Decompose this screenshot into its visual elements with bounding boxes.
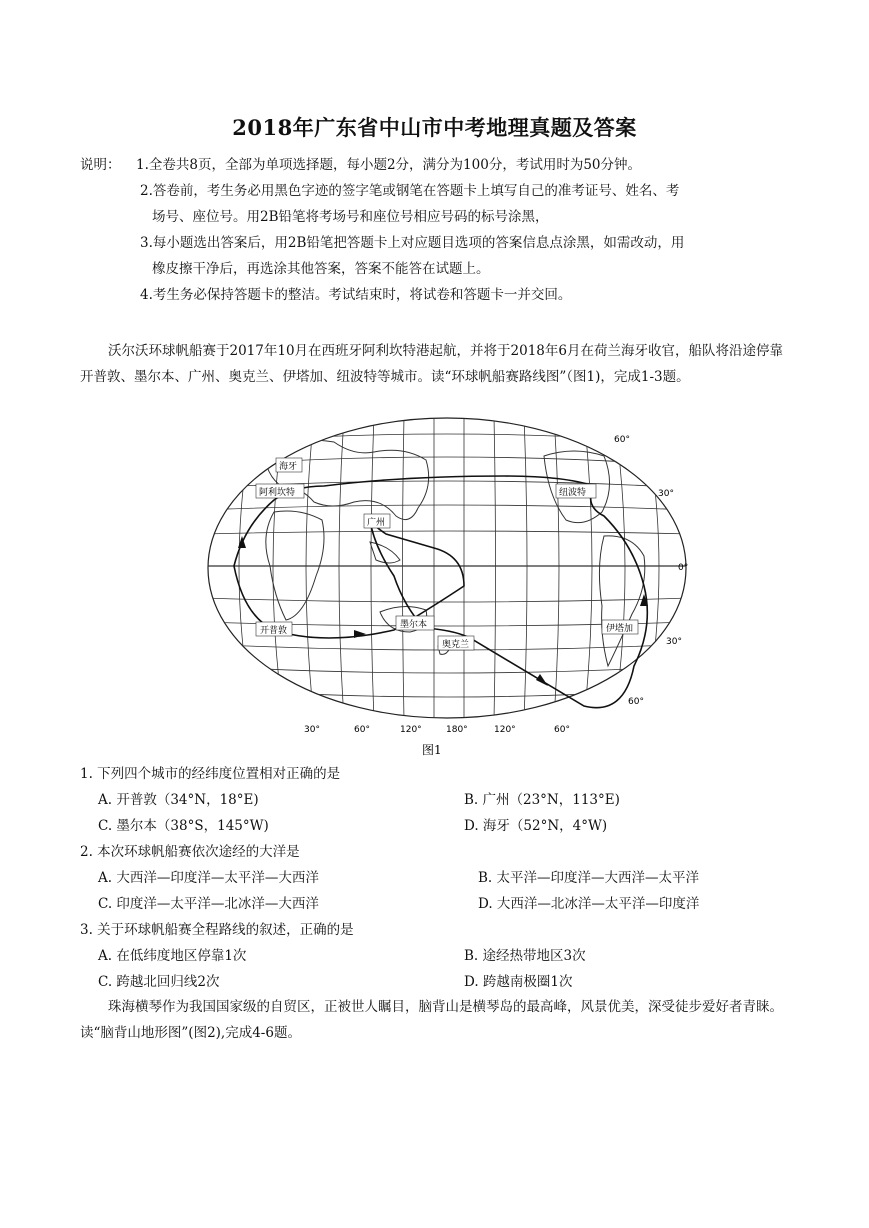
q3-option-c: C. 跨越北回归线2次 bbox=[98, 974, 220, 990]
city-the-hague: 海牙 bbox=[279, 462, 298, 472]
q3-option-b: B. 途经热带地区3次 bbox=[464, 948, 586, 964]
q2-option-a: A. 大西洋—印度洋—太平洋—大西洋 bbox=[98, 870, 319, 886]
question-3-stem: 3. 关于环球帆船赛全程路线的叙述，正确的是 bbox=[80, 922, 354, 938]
q1-option-d: D. 海牙（52°N，4°W) bbox=[464, 818, 608, 834]
instructions-label: 说明： bbox=[80, 157, 121, 173]
lat-label-30n: 30° bbox=[658, 489, 674, 499]
lon-label-120e: 120° bbox=[400, 725, 422, 735]
city-melbourne: 墨尔本 bbox=[400, 620, 428, 630]
question-1-stem: 1. 下列四个城市的经纬度位置相对正确的是 bbox=[80, 766, 341, 782]
lat-label-0: 0° bbox=[678, 563, 689, 573]
lon-label-30: 30° bbox=[304, 725, 320, 735]
instruction-2-cont: 场号、座位号。用2B铅笔将考场号和座位号相应号码的标号涂黑， bbox=[152, 209, 549, 225]
q1-option-c: C. 墨尔本（38°S，145°W) bbox=[98, 818, 269, 834]
figure-caption: 图1 bbox=[422, 743, 442, 757]
q3-option-d: D. 跨越南极圈1次 bbox=[464, 974, 573, 990]
instruction-1: 1.全卷共8页，全部为单项选择题，每小题2分，满分为100分，考试用时为50分钟。 bbox=[136, 157, 642, 173]
lon-label-120w: 120° bbox=[494, 725, 516, 735]
intro-paragraph: 沃尔沃环球帆船赛于2017年10月在西班牙阿利坎特港起航，并将于2018年6月在荷兰海牙收官，船队将沿途停靠开普敦、墨尔本、广州、奥克兰、伊塔加、纽波特等城市。读“环球帆船赛路线图”（图1)，完成1-3题。 bbox=[80, 343, 783, 385]
lon-label-180: 180° bbox=[446, 725, 468, 735]
instruction-2: 2.答卷前，考生务必用黑色字迹的签字笔或钢笔在答题卡上填写自己的准考证号、姓名、考 bbox=[140, 183, 680, 199]
lat-label-30s: 30° bbox=[666, 637, 682, 647]
world-route-map bbox=[204, 416, 690, 760]
city-auckland: 奥克兰 bbox=[442, 640, 470, 650]
q1-option-b: B. 广州（23°N，113°E) bbox=[464, 792, 620, 808]
city-newport: 纽波特 bbox=[559, 488, 587, 498]
city-itajai: 伊塔加 bbox=[606, 624, 634, 634]
q2-option-c: C. 印度洋—太平洋—北冰洋—大西洋 bbox=[98, 896, 319, 912]
instruction-3-cont: 橡皮擦干净后，再选涂其他答案，答案不能答在试题上。 bbox=[152, 261, 490, 277]
lat-label-60s: 60° bbox=[628, 697, 644, 707]
city-alicante: 阿利坎特 bbox=[259, 488, 296, 498]
city-guangzhou: 广州 bbox=[367, 518, 386, 528]
route-map-figure bbox=[204, 416, 690, 760]
question-2-stem: 2. 本次环球帆船赛依次途经的大洋是 bbox=[80, 844, 300, 860]
page-title: 2018年广东省中山市中考地理真题及答案 bbox=[232, 115, 637, 140]
q2-option-d: D. 大西洋—北冰洋—太平洋—印度洋 bbox=[478, 896, 700, 912]
q2-option-b: B. 太平洋—印度洋—大西洋—太平洋 bbox=[478, 870, 700, 886]
instruction-3: 3.每小题选出答案后，用2B铅笔把答题卡上对应题目选项的答案信息点涂黑，如需改动，用 bbox=[140, 235, 685, 251]
q3-option-a: A. 在低纬度地区停靠1次 bbox=[98, 948, 247, 964]
q1-option-a: A. 开普敦（34°N，18°E) bbox=[98, 792, 259, 808]
city-cape-town: 开普敦 bbox=[260, 626, 288, 636]
instruction-4: 4.考生务必保持答题卡的整洁。考试结束时，将试卷和答题卡一并交回。 bbox=[140, 287, 572, 303]
closing-paragraph: 珠海横琴作为我国国家级的自贸区，正被世人瞩目，脑背山是横琴岛的最高峰，风景优美，深受徒步爱好者青睐。读“脑背山地形图”(图2),完成4-6题。 bbox=[80, 999, 783, 1041]
lon-label-60w: 60° bbox=[554, 725, 570, 735]
lat-label-60n: 60° bbox=[614, 435, 630, 445]
lon-label-60: 60° bbox=[354, 725, 370, 735]
